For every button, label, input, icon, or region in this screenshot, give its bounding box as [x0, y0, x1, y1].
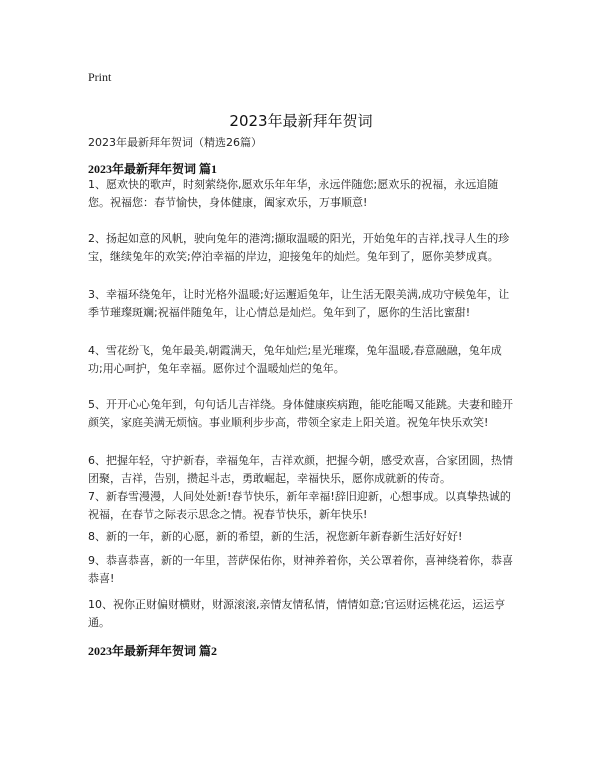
section-heading-2: 2023年最新拜年贺词 篇2: [88, 644, 218, 658]
paragraph-9: 9、恭喜恭喜，新的一年里，菩萨保佑你，财神养着你，关公罩着你，喜神绕着你，恭喜恭喜!: [88, 554, 513, 585]
section-heading-1: 2023年最新拜年贺词 篇1: [88, 162, 218, 176]
paragraph-8: 8、新的一年，新的心愿，新的希望，新的生活，祝您新年新春新生活好好好!: [88, 530, 463, 543]
paragraph-4: 4、雪花纷飞，兔年最美,朝霞满天，兔年灿烂;星光璀璨，兔年温暖,春意融融，兔年成功;用心呵护，兔年幸福。愿你过个温暖灿烂的兔年。: [88, 344, 502, 375]
paragraph-2: 2、扬起如意的风帆，驶向兔年的港湾;撷取温暖的阳光，开始兔年的吉祥,找寻人生的珍宝，继续兔年的欢笑;停泊幸福的岸边，迎接兔年的灿烂。兔年到了，愿你美梦成真。: [88, 232, 510, 263]
paragraph-5: 5、开开心心兔年到，句句话儿吉祥绕。身体健康疾病跑，能吃能喝又能跳。夫妻和睦开颜笑，家庭美满无烦恼。事业顺利步步高，带领全家走上阳关道。祝兔年快乐欢笑!: [88, 398, 513, 429]
paragraph-10: 10、祝你正财偏财横财，财源滚滚,亲情友情私情，情情如意;官运财运桃花运，运运亨通。: [88, 598, 506, 629]
page-title: 2023年最新拜年贺词: [229, 112, 373, 131]
subtitle: 2023年最新拜年贺词（精选26篇）: [88, 136, 262, 149]
paragraph-7: 7、新春雪漫漫，人间处处新!春节快乐，新年幸福!辞旧迎新，心想事成。以真挚热诚的祝福，在春节之际表示思念之情。祝春节快乐，新年快乐!: [88, 490, 511, 521]
paragraph-3: 3、幸福环绕兔年，让时光格外温暖;好运邂逅兔年，让生活无限美满,成功守候兔年，让季节璀璨斑斓;祝福伴随兔年，让心情总是灿烂。兔年到了，愿你的生活比蜜甜!: [88, 288, 510, 319]
paragraph-1: 1、愿欢快的歌声，时刻萦绕你,愿欢乐年年华，永远伴随您;愿欢乐的祝福，永远追随您。祝福您：春节愉快，身体健康，阖家欢乐，万事顺意!: [88, 178, 499, 209]
paragraph-6: 6、把握年轻，守护新春，幸福兔年，吉祥欢颜，把握今朝，感受欢喜，合家团圆，热情团聚，吉祥，告别，攒起斗志，勇敢崛起，幸福快乐，愿你成就新的传奇。: [88, 454, 513, 485]
print-link[interactable]: Print: [88, 70, 112, 84]
